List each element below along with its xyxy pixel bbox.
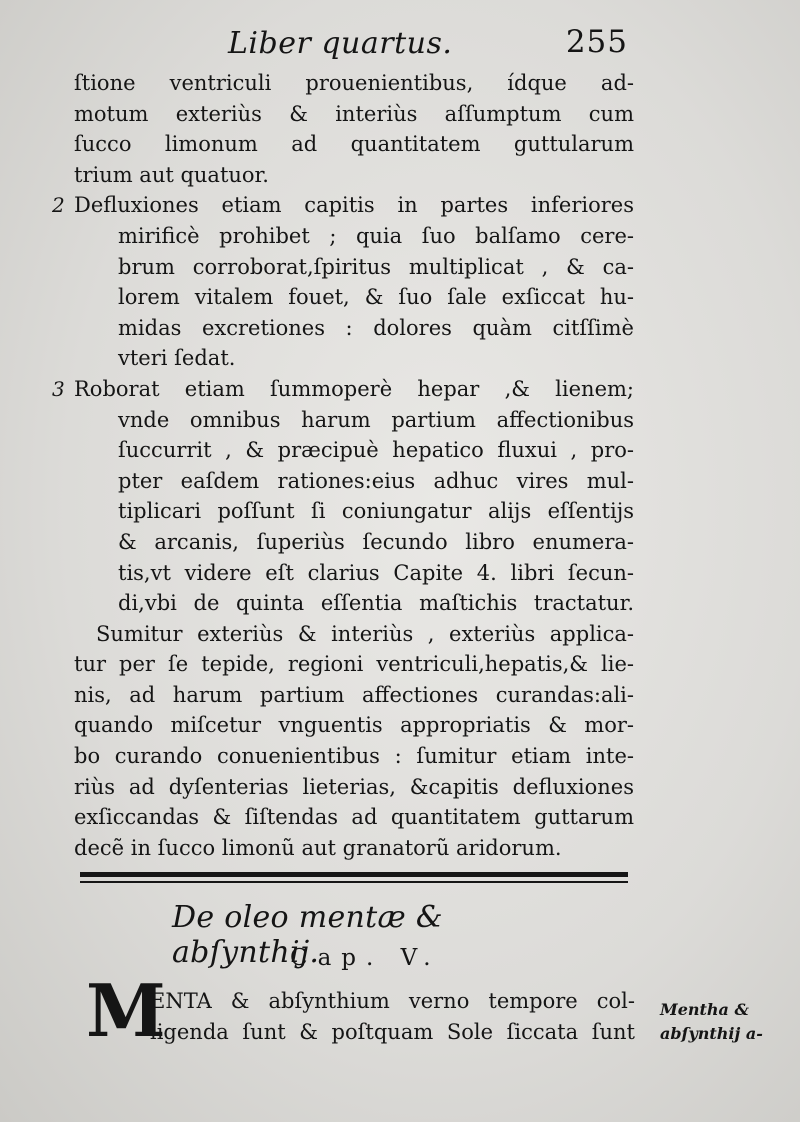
text-line: ſucco limonum ad quantitatem guttularum xyxy=(74,132,634,157)
numbered-item-3 xyxy=(52,374,634,619)
text-line: Sumitur exteriùs & interiùs , exteriùs applica- xyxy=(96,621,634,646)
running-header xyxy=(228,22,628,64)
divider-thin xyxy=(80,881,628,883)
numbered-item-2 xyxy=(52,190,634,374)
text-line: riùs ad dyſenterias lieterias, &capitis defluxiones xyxy=(74,774,634,799)
text-line: motum exteriùs & interiùs aſſumptum cum xyxy=(74,101,634,126)
text-line: di,vbi de quinta eſſentia maſtichis tractatur. xyxy=(118,591,634,616)
text-line: ENTA & abſynthium verno tempore col- xyxy=(150,989,635,1013)
text-line: vnde omnibus harum partium affectionibus xyxy=(118,407,634,432)
text-line: & arcanis, ſuperiùs ſecundo libro enumera- xyxy=(118,529,634,554)
drop-cap: M xyxy=(86,968,166,1053)
divider-thick xyxy=(80,872,628,877)
text-line: Defluxiones etiam capitis in partes inferiores xyxy=(74,193,634,218)
item-number: 3 xyxy=(52,376,65,401)
text-line: tiplicari poſſunt ſi coniungatur alijs eſſentijs xyxy=(118,499,634,524)
text-line: exſiccandas & ſiſtendas ad quantitatem guttarum xyxy=(74,805,634,830)
bleed-through-text xyxy=(660,50,800,80)
margin-note-line: Mentha & xyxy=(660,1000,749,1019)
text-line: midas excretiones : dolores quàm citſſimè xyxy=(118,315,634,340)
text-line: tur per ſe tepide, regioni ventriculi,hepatis,& lie- xyxy=(74,652,634,677)
text-line: quando miſcetur vnguentis appropriatis & mor- xyxy=(74,713,634,738)
text-line: vteri ſedat. xyxy=(118,346,236,371)
chapter-text xyxy=(150,986,635,1047)
main-text xyxy=(52,68,634,863)
text-line: trium aut quatuor. xyxy=(74,162,269,187)
text-line: ſtione ventriculi prouenientibus, ídque ad- xyxy=(74,71,634,95)
page-number: 255 xyxy=(565,24,628,60)
text-line: mirificè prohibet ; quia ſuo balſamo cere- xyxy=(118,223,634,248)
item-number: 2 xyxy=(52,193,65,218)
text-line: lorem vitalem fouet, & ſuo ſale exſiccat hu- xyxy=(118,285,634,310)
margin-note-line: abſynthij a- xyxy=(660,1024,763,1043)
text-line: nis, ad harum partium affectiones curandas:ali- xyxy=(74,682,634,707)
section-heading: De oleo mentæ & abſynthij. xyxy=(172,900,443,970)
text-line: Roborat etiam ſummoperè hepar ,& lienem; xyxy=(74,376,634,401)
chapter-label: Cap. V. xyxy=(290,945,441,971)
text-line: ſuccurrit , & præcipuè hepatico fluxui , pro- xyxy=(118,438,634,463)
text-line: tis,vt videre eſt clarius Capite 4. libri ſecun- xyxy=(118,560,634,585)
text-line: bo curando conuenientibus : ſumitur etiam inte- xyxy=(74,744,634,769)
book-title: Liber quartus. xyxy=(228,26,453,61)
text-line: ligenda ſunt & poſtquam Sole ſiccata ſunt xyxy=(150,1019,635,1044)
text-line: pter eaſdem rationes:eius adhuc vires mul- xyxy=(118,468,634,493)
text-line: brum corroborat,ſpiritus multiplicat , & ca- xyxy=(118,254,634,279)
text-line: decẽ in ſucco limonũ aut granatorũ aridorum. xyxy=(74,835,562,860)
